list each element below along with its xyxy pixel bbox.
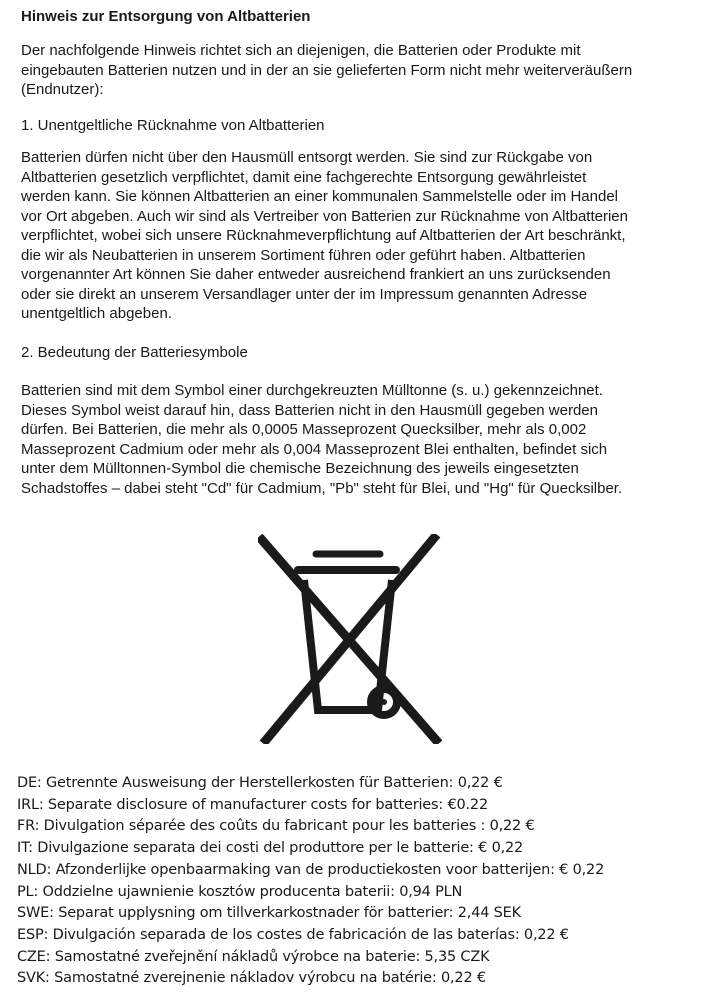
cost-line-swe: SWE: Separat upplysning om tillverkarkostnader för batterier: 2,44 SEK (17, 905, 521, 922)
cost-line-pl: PL: Oddzielne ujawnienie kosztów producenta baterii: 0,94 PLN (17, 883, 463, 900)
section-1-line: werden kann. Sie können Altbatterien an einer kommunalen Sammelstelle oder im Handel (21, 188, 619, 205)
section-2-line: Dieses Symbol weist darauf hin, dass Batterien nicht in den Hausmüll gegeben werden (21, 401, 598, 419)
intro-paragraph (21, 41, 632, 100)
section-2-paragraph (21, 381, 622, 498)
cost-line-de: DE: Getrennte Ausweisung der Herstellerkosten für Batterien: 0,22 € (17, 775, 503, 791)
cost-line-it: IT: Divulgazione separata dei costi del produttore per le batterie: € 0,22 (17, 840, 524, 857)
section-2-heading: 2. Bedeutung der Batteriesymbole (21, 344, 248, 361)
cost-line-cze: CZE: Samostatné zveřejnění nákladů výrobce na baterie: 5,35 CZK (17, 948, 490, 965)
section-1-line: Altbatterien gesetzlich verpflichtet, damit eine fachgerechte Entsorgung gewährleistet (21, 168, 587, 186)
cost-line-esp: ESP: Divulgación separada de los costes de fabricación de las baterías: 0,22 € (17, 926, 569, 943)
section-1-line: unentgeltlich abgeben. (21, 305, 172, 322)
intro-line: (Endnutzer): (21, 81, 104, 98)
section-1-line: vor Ort abgeben. Auch wir sind als Vertreiber von Batterien zur Rücknahme von Altbatterien (21, 207, 628, 225)
cost-line-fr: FR: Divulgation séparée des coûts du fabricant pour les batteries : 0,22 € (17, 818, 535, 835)
section-1-line: oder sie direkt an unserem Versandlager unter der im Impressum genannten Adresse (21, 285, 588, 303)
section-1-paragraph (21, 148, 628, 324)
section-1-line: Batterien dürfen nicht über den Hausmüll entsorgt werden. Sie sind zur Rückgabe von (21, 149, 593, 166)
cost-line-svk: SVK: Samostatné zverejnenie nákladov výrobcu na batérie: 0,22 € (17, 970, 486, 987)
section-2-line: Batterien sind mit dem Symbol einer durchgekreuzten Mülltonne (s. u.) gekennzeichnet. (21, 382, 603, 399)
section-2-line: Schadstoffes – dabei steht "Cd" für Cadmium, "Pb" steht für Blei, und "Hg" für Quecksilber. (21, 479, 623, 497)
section-2-line: Masseprozent Cadmium oder mehr als 0,004 Masseprozent Blei enthalten, befindet sich (21, 440, 608, 458)
intro-line: Der nachfolgende Hinweis richtet sich an diejenigen, die Batterien oder Produkte mit (21, 42, 581, 59)
page-title: Hinweis zur Entsorgung von Altbatterien (21, 8, 311, 25)
cost-line-irl: IRL: Separate disclosure of manufacturer costs for batteries: €0.22 (17, 796, 488, 813)
section-1-line: verpflichtet, wobei sich unsere Rücknahmeverpflichtung auf Altbatterien der Art beschränkt, (21, 227, 626, 244)
cost-line-nld: NLD: Afzonderlijke openbaarmaking van de productiekosten voor batterijen: € 0,22 (17, 861, 605, 878)
intro-line: eingebauten Batterien nutzen und in der an sie gelieferten Form nicht mehr weiterveräußern (21, 61, 633, 79)
section-1-line: vorgenannter Art können Sie daher entweder ausreichend frankiert an uns zurücksenden (21, 266, 611, 283)
crossed-out-wheelie-bin-icon (258, 534, 442, 744)
section-1-line: die wir als Neubatterien in unserem Sortiment führen oder geführt haben. Altbatterien (21, 246, 586, 264)
section-2-line: dürfen. Bei Batterien, die mehr als 0,0005 Masseprozent Quecksilber, mehr als 0,002 (21, 421, 587, 438)
section-2-line: unter dem Mülltonnen-Symbol die chemische Bezeichnung des jeweils eingesetzten (21, 460, 579, 477)
section-1-heading: 1. Unentgeltliche Rücknahme von Altbatterien (21, 117, 325, 134)
